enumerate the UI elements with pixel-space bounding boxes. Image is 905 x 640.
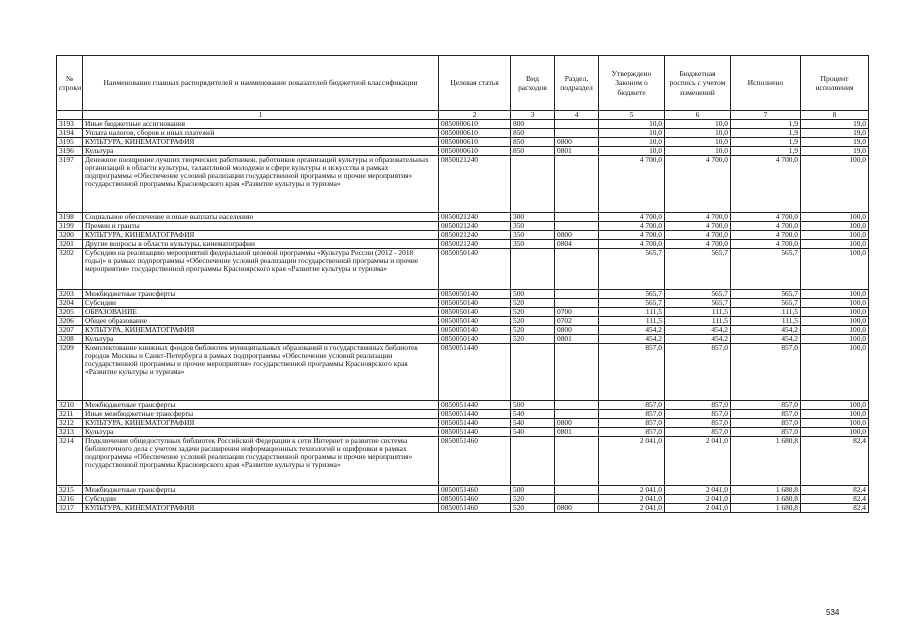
- row-executed: 565,7: [731, 299, 801, 308]
- row-approved: 4 700,0: [599, 240, 665, 249]
- row-section: 0800: [555, 504, 599, 513]
- col-number: 3: [511, 111, 555, 120]
- row-target-article: 0850021240: [439, 231, 511, 240]
- table-row: [57, 240, 869, 249]
- row-expense-kind: 850: [511, 129, 555, 138]
- row-target-article: 0850050140: [439, 308, 511, 317]
- row-executed: 857,0: [731, 419, 801, 428]
- row-name: Межбюджетные трансферты: [83, 486, 439, 495]
- row-name: Иные межбюджетные трансферты: [83, 410, 439, 419]
- row-percent: 82,4: [801, 504, 869, 513]
- row-target-article: 0850051460: [439, 504, 511, 513]
- row-name: Культура: [83, 147, 439, 156]
- row-executed: 1 680,8: [731, 504, 801, 513]
- table-row: [57, 326, 869, 335]
- row-number: 3210: [57, 401, 83, 410]
- row-expense-kind: 520: [511, 326, 555, 335]
- row-approved: 2 041,0: [599, 504, 665, 513]
- row-budget: 111,5: [665, 317, 731, 326]
- table-row: [57, 344, 869, 401]
- row-section: 0800: [555, 138, 599, 147]
- row-target-article: 0850000610: [439, 129, 511, 138]
- row-target-article: 0850021240: [439, 240, 511, 249]
- row-name: Иные бюджетные ассигнования: [83, 120, 439, 129]
- row-section: 0800: [555, 326, 599, 335]
- row-section: [555, 401, 599, 410]
- row-name: Межбюджетные трансферты: [83, 290, 439, 299]
- row-expense-kind: [511, 437, 555, 486]
- header-row-no: № строки: [57, 56, 83, 111]
- row-budget: 2 041,0: [665, 504, 731, 513]
- row-percent: 100,0: [801, 428, 869, 437]
- row-number: 3212: [57, 419, 83, 428]
- row-percent: 100,0: [801, 410, 869, 419]
- row-percent: 19,0: [801, 120, 869, 129]
- row-name: Другие вопросы в области культуры, кинематографии: [83, 240, 439, 249]
- row-executed: 4 700,0: [731, 156, 801, 213]
- row-number: 3209: [57, 344, 83, 401]
- row-approved: 111,5: [599, 317, 665, 326]
- row-section: [555, 249, 599, 290]
- row-budget: 4 700,0: [665, 213, 731, 222]
- row-expense-kind: 800: [511, 120, 555, 129]
- row-approved: 111,5: [599, 308, 665, 317]
- table-row: [57, 299, 869, 308]
- row-number: 3199: [57, 222, 83, 231]
- row-expense-kind: 520: [511, 299, 555, 308]
- row-section: [555, 129, 599, 138]
- row-expense-kind: 850: [511, 147, 555, 156]
- row-number: 3217: [57, 504, 83, 513]
- row-number: 3214: [57, 437, 83, 486]
- row-executed: 4 700,0: [731, 231, 801, 240]
- row-target-article: 0850050140: [439, 326, 511, 335]
- row-percent: 100,0: [801, 290, 869, 299]
- row-budget: 4 700,0: [665, 231, 731, 240]
- row-expense-kind: 850: [511, 138, 555, 147]
- row-target-article: 0850050140: [439, 317, 511, 326]
- table-row: [57, 401, 869, 410]
- table-row: [57, 419, 869, 428]
- table-row: [57, 428, 869, 437]
- table-row: [57, 486, 869, 495]
- row-executed: 4 700,0: [731, 213, 801, 222]
- row-expense-kind: 300: [511, 213, 555, 222]
- row-approved: 10,0: [599, 120, 665, 129]
- header-executed: Исполнено: [731, 56, 801, 111]
- row-number: 3193: [57, 120, 83, 129]
- row-expense-kind: [511, 156, 555, 213]
- row-executed: 565,7: [731, 249, 801, 290]
- row-approved: 454,2: [599, 335, 665, 344]
- row-name: КУЛЬТУРА, КИНЕМАТОГРАФИЯ: [83, 419, 439, 428]
- row-budget: 857,0: [665, 419, 731, 428]
- row-number: 3195: [57, 138, 83, 147]
- row-executed: 1,9: [731, 147, 801, 156]
- header-row: [57, 56, 869, 111]
- row-target-article: 0850051460: [439, 486, 511, 495]
- row-section: [555, 120, 599, 129]
- row-section: 0800: [555, 419, 599, 428]
- row-budget: 4 700,0: [665, 240, 731, 249]
- table-body: [57, 120, 869, 513]
- row-expense-kind: 520: [511, 504, 555, 513]
- row-approved: 565,7: [599, 249, 665, 290]
- row-section: [555, 156, 599, 213]
- row-section: [555, 437, 599, 486]
- row-percent: 82,4: [801, 486, 869, 495]
- row-percent: 100,0: [801, 222, 869, 231]
- row-executed: 857,0: [731, 401, 801, 410]
- table-row: [57, 213, 869, 222]
- row-target-article: 0850000610: [439, 120, 511, 129]
- row-budget: 10,0: [665, 120, 731, 129]
- row-percent: 100,0: [801, 231, 869, 240]
- header-approved: Утверждено Законом о бюджете: [599, 56, 665, 111]
- row-expense-kind: 520: [511, 308, 555, 317]
- row-target-article: 0850051460: [439, 495, 511, 504]
- row-approved: 10,0: [599, 129, 665, 138]
- row-section: 0800: [555, 231, 599, 240]
- row-section: [555, 222, 599, 231]
- row-name: Социальное обеспечение и иные выплаты населению: [83, 213, 439, 222]
- row-percent: 100,0: [801, 240, 869, 249]
- row-name: Денежное поощрение лучших творческих работников, работников организаций культуры и образовательных организаций в области культуры, талантливой молодежи в сфере культуры и искусства в рамках подпрограммы «Обеспечение условий реализации государственной программы и прочие мероприятия» государственной программы Красноярского края «Развитие культуры и туризма»: [83, 156, 439, 213]
- row-percent: 100,0: [801, 213, 869, 222]
- row-section: [555, 486, 599, 495]
- row-number: 3197: [57, 156, 83, 213]
- row-name: Культура: [83, 428, 439, 437]
- table-row: [57, 290, 869, 299]
- row-budget: 857,0: [665, 401, 731, 410]
- row-section: [555, 213, 599, 222]
- row-percent: 100,0: [801, 299, 869, 308]
- row-executed: 857,0: [731, 344, 801, 401]
- row-percent: 19,0: [801, 129, 869, 138]
- row-section: 0801: [555, 428, 599, 437]
- row-name: КУЛЬТУРА, КИНЕМАТОГРАФИЯ: [83, 138, 439, 147]
- row-expense-kind: 500: [511, 486, 555, 495]
- row-executed: 565,7: [731, 290, 801, 299]
- page-number: 534: [826, 608, 840, 617]
- row-target-article: 0850051440: [439, 401, 511, 410]
- row-number: 3200: [57, 231, 83, 240]
- row-budget: 2 041,0: [665, 486, 731, 495]
- row-name: Культура: [83, 335, 439, 344]
- row-approved: 2 041,0: [599, 495, 665, 504]
- row-approved: 4 700,0: [599, 213, 665, 222]
- row-percent: 100,0: [801, 317, 869, 326]
- row-target-article: 0850050140: [439, 249, 511, 290]
- row-target-article: 0850051440: [439, 419, 511, 428]
- row-budget: 857,0: [665, 410, 731, 419]
- table-row: [57, 129, 869, 138]
- row-percent: 100,0: [801, 249, 869, 290]
- row-budget: 4 700,0: [665, 156, 731, 213]
- row-budget: 4 700,0: [665, 222, 731, 231]
- header-target: Целевая статья: [439, 56, 511, 111]
- row-approved: 857,0: [599, 428, 665, 437]
- table-row: [57, 308, 869, 317]
- row-executed: 4 700,0: [731, 222, 801, 231]
- row-number: 3196: [57, 147, 83, 156]
- table-row: [57, 222, 869, 231]
- header-budget: Бюджетная роспись с учетом изменений: [665, 56, 731, 111]
- row-percent: 100,0: [801, 326, 869, 335]
- column-numbers-row: [57, 111, 869, 120]
- row-executed: 857,0: [731, 410, 801, 419]
- col-number: 7: [731, 111, 801, 120]
- col-number-blank: [57, 111, 83, 120]
- row-budget: 857,0: [665, 344, 731, 401]
- row-number: 3211: [57, 410, 83, 419]
- table-row: [57, 495, 869, 504]
- row-name: Субсидии: [83, 299, 439, 308]
- table-row: [57, 410, 869, 419]
- row-approved: 857,0: [599, 419, 665, 428]
- row-expense-kind: 520: [511, 495, 555, 504]
- row-budget: 454,2: [665, 326, 731, 335]
- header-percent: Процент исполнения: [801, 56, 869, 111]
- row-name: Межбюджетные трансферты: [83, 401, 439, 410]
- row-section: [555, 299, 599, 308]
- row-percent: 100,0: [801, 419, 869, 428]
- row-section: [555, 410, 599, 419]
- row-executed: 111,5: [731, 308, 801, 317]
- row-name: Общее образование: [83, 317, 439, 326]
- row-target-article: 0850050140: [439, 299, 511, 308]
- row-approved: 454,2: [599, 326, 665, 335]
- row-name: Премии и гранты: [83, 222, 439, 231]
- col-number: 4: [555, 111, 599, 120]
- row-expense-kind: 350: [511, 222, 555, 231]
- row-expense-kind: 540: [511, 419, 555, 428]
- table-row: [57, 138, 869, 147]
- row-target-article: 0850051440: [439, 344, 511, 401]
- row-budget: 565,7: [665, 249, 731, 290]
- col-number: 1: [83, 111, 439, 120]
- row-executed: 454,2: [731, 326, 801, 335]
- row-percent: 19,0: [801, 138, 869, 147]
- row-percent: 100,0: [801, 335, 869, 344]
- row-name: Субсидии: [83, 495, 439, 504]
- row-executed: 4 700,0: [731, 240, 801, 249]
- row-percent: 82,4: [801, 437, 869, 486]
- row-section: [555, 495, 599, 504]
- table-row: [57, 147, 869, 156]
- row-name: Уплата налогов, сборов и иных платежей: [83, 129, 439, 138]
- row-approved: 565,7: [599, 299, 665, 308]
- row-expense-kind: [511, 344, 555, 401]
- header-name: Наименование главных распорядителей и наименование показателей бюджетной классификации: [83, 56, 439, 111]
- row-target-article: 0850050140: [439, 335, 511, 344]
- budget-table-sheet: [56, 55, 868, 513]
- row-section: [555, 290, 599, 299]
- row-approved: 857,0: [599, 410, 665, 419]
- row-executed: 1 680,8: [731, 486, 801, 495]
- row-number: 3203: [57, 290, 83, 299]
- row-section: 0700: [555, 308, 599, 317]
- table-row: [57, 335, 869, 344]
- row-name: ОБРАЗОВАНИЕ: [83, 308, 439, 317]
- row-number: 3207: [57, 326, 83, 335]
- row-target-article: 0850051460: [439, 437, 511, 486]
- row-approved: 4 700,0: [599, 156, 665, 213]
- row-name: КУЛЬТУРА, КИНЕМАТОГРАФИЯ: [83, 231, 439, 240]
- row-section: [555, 344, 599, 401]
- row-approved: 857,0: [599, 401, 665, 410]
- row-target-article: 0850000610: [439, 147, 511, 156]
- row-percent: 100,0: [801, 344, 869, 401]
- row-number: 3208: [57, 335, 83, 344]
- row-number: 3206: [57, 317, 83, 326]
- row-expense-kind: 350: [511, 231, 555, 240]
- row-expense-kind: [511, 249, 555, 290]
- row-number: 3204: [57, 299, 83, 308]
- row-number: 3202: [57, 249, 83, 290]
- row-budget: 857,0: [665, 428, 731, 437]
- row-budget: 111,5: [665, 308, 731, 317]
- table-row: [57, 120, 869, 129]
- row-expense-kind: 540: [511, 428, 555, 437]
- row-number: 3205: [57, 308, 83, 317]
- row-budget: 10,0: [665, 147, 731, 156]
- row-executed: 857,0: [731, 428, 801, 437]
- row-number: 3194: [57, 129, 83, 138]
- table-row: [57, 504, 869, 513]
- row-section: 0801: [555, 147, 599, 156]
- row-executed: 1,9: [731, 129, 801, 138]
- row-expense-kind: 500: [511, 401, 555, 410]
- header-section: Раздел, подраздел: [555, 56, 599, 111]
- row-budget: 10,0: [665, 129, 731, 138]
- row-number: 3198: [57, 213, 83, 222]
- row-executed: 111,5: [731, 317, 801, 326]
- col-number: 8: [801, 111, 869, 120]
- row-expense-kind: 540: [511, 410, 555, 419]
- row-executed: 1 680,8: [731, 495, 801, 504]
- row-approved: 4 700,0: [599, 222, 665, 231]
- row-name: Подключение общедоступных библиотек Российской Федерации к сети Интернет и развитие системы библиотечного дела с учетом задачи расширения информационных технологий и оцифровки в рамках подпрограммы «Обеспечение условий реализации государственной программы и прочие мероприятия» государственной программы Красноярского края «Развитие культуры и туризма»: [83, 437, 439, 486]
- row-name: Комплектование книжных фондов библиотек муниципальных образований и государственных библиотек городов Москвы и Санкт-Петербурга в рамках подпрограммы «Обеспечение условий реализации государственной программы и прочие мероприятия» государственной программы Красноярского края «Развитие культуры и туризма»: [83, 344, 439, 401]
- table-row: [57, 156, 869, 213]
- row-expense-kind: 500: [511, 290, 555, 299]
- row-target-article: 0850051440: [439, 428, 511, 437]
- row-number: 3215: [57, 486, 83, 495]
- row-executed: 454,2: [731, 335, 801, 344]
- col-number: 6: [665, 111, 731, 120]
- row-percent: 100,0: [801, 156, 869, 213]
- row-number: 3201: [57, 240, 83, 249]
- row-budget: 454,2: [665, 335, 731, 344]
- col-number: 5: [599, 111, 665, 120]
- row-executed: 1,9: [731, 138, 801, 147]
- budget-table: [56, 55, 869, 513]
- table-row: [57, 231, 869, 240]
- row-executed: 1 680,8: [731, 437, 801, 486]
- row-budget: 565,7: [665, 299, 731, 308]
- row-percent: 82,4: [801, 495, 869, 504]
- row-budget: 565,7: [665, 290, 731, 299]
- row-target-article: 0850021240: [439, 156, 511, 213]
- row-budget: 2 041,0: [665, 495, 731, 504]
- row-budget: 2 041,0: [665, 437, 731, 486]
- row-approved: 2 041,0: [599, 486, 665, 495]
- row-target-article: 0850050140: [439, 290, 511, 299]
- row-percent: 100,0: [801, 401, 869, 410]
- row-section: 0702: [555, 317, 599, 326]
- row-section: 0804: [555, 240, 599, 249]
- row-target-article: 0850000610: [439, 138, 511, 147]
- row-approved: 857,0: [599, 344, 665, 401]
- row-executed: 1,9: [731, 120, 801, 129]
- row-number: 3216: [57, 495, 83, 504]
- col-number: 2: [439, 111, 511, 120]
- table-row: [57, 437, 869, 486]
- row-target-article: 0850051440: [439, 410, 511, 419]
- row-target-article: 0850021240: [439, 213, 511, 222]
- row-name: КУЛЬТУРА, КИНЕМАТОГРАФИЯ: [83, 326, 439, 335]
- row-number: 3213: [57, 428, 83, 437]
- row-name: КУЛЬТУРА, КИНЕМАТОГРАФИЯ: [83, 504, 439, 513]
- row-percent: 19,0: [801, 147, 869, 156]
- row-approved: 565,7: [599, 290, 665, 299]
- row-expense-kind: 520: [511, 335, 555, 344]
- row-section: 0801: [555, 335, 599, 344]
- row-expense-kind: 350: [511, 240, 555, 249]
- header-kind: Вид расходов: [511, 56, 555, 111]
- row-budget: 10,0: [665, 138, 731, 147]
- table-row: [57, 249, 869, 290]
- row-name: Субсидии на реализацию мероприятий федеральной целевой программы «Культура России (2012 - 2018 годы)» в рамках подпрограммы «Обеспечение условий реализации государственной программы и прочие мероприятия» государственной программы Красноярского края «Развитие культуры и туризма»: [83, 249, 439, 290]
- row-approved: 10,0: [599, 138, 665, 147]
- row-target-article: 0850021240: [439, 222, 511, 231]
- row-approved: 2 041,0: [599, 437, 665, 486]
- row-approved: 10,0: [599, 147, 665, 156]
- table-row: [57, 317, 869, 326]
- row-percent: 100,0: [801, 308, 869, 317]
- row-approved: 4 700,0: [599, 231, 665, 240]
- row-expense-kind: 520: [511, 317, 555, 326]
